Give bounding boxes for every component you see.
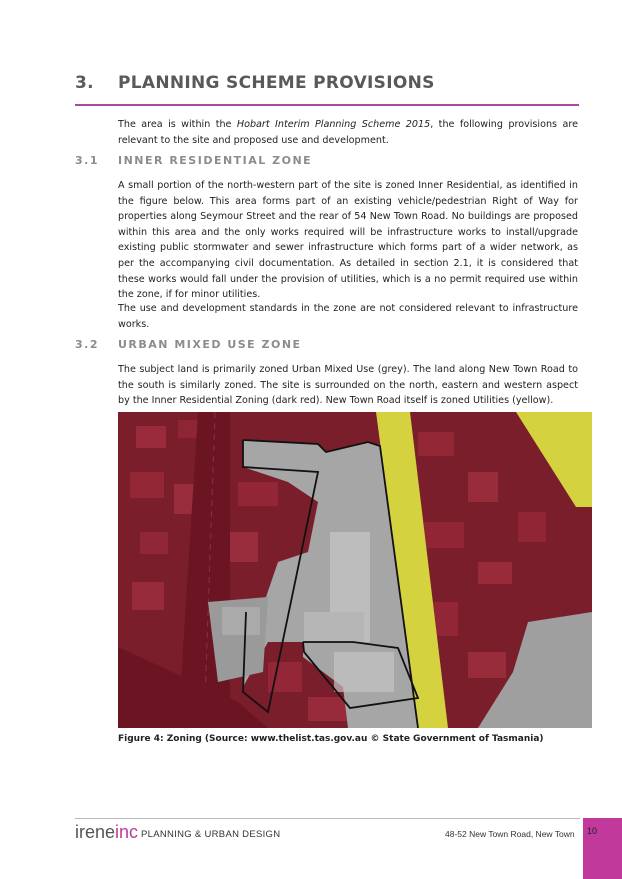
subsection-heading-3-2	[75, 338, 302, 351]
figure-caption: Figure 4: Zoning (Source: www.thelist.tas.gov.au © State Government of Tasmania)	[118, 734, 544, 744]
page-number: 10	[587, 826, 598, 836]
footer-rule	[75, 818, 580, 819]
paragraph: A small portion of the north-western part of the site is zoned Inner Residential, as identified in the figure below. This area forms part of an existing vehicle/pedestrian Right of Way for properties along Seymour Street and the rear of 54 New Town Road. No buildings are proposed within this area and the only works required will be infrastructure works to install/upgrade existing public stormwater and sewer infrastructure which forms part of a wider network, as per the accompanying civil documentation. As detailed in section 2.1, it is considered that these works would fall under the provision of utilities, which is a no permit required use within the zone, if for minor utilities.	[118, 180, 578, 301]
zoning-map	[118, 412, 592, 728]
heading-rule	[75, 104, 579, 106]
section-number: 3.	[75, 73, 94, 93]
paragraph: The subject land is primarily zoned Urban Mixed Use (grey). The land along New Town Road to the south is similarly zoned. The site is surrounded on the north, eastern and western aspect by the Inner Residential Zoning (dark red). New Town Road itself is zoned Utilities (yellow).	[118, 364, 578, 407]
subsection-heading-3-1	[75, 154, 312, 167]
subsection-title: INNER RESIDENTIAL ZONE	[118, 154, 313, 167]
paragraph: The use and development standards in the zone are not considered relevant to infrastructure works.	[118, 303, 578, 330]
subsection-number: 3.2	[75, 338, 99, 351]
section-title: PLANNING SCHEME PROVISIONS	[118, 73, 435, 93]
intro-text-start: The area is within the	[118, 119, 237, 130]
company-logo	[75, 822, 138, 843]
logo-accent-text: inc	[115, 822, 139, 842]
company-tagline: PLANNING & URBAN DESIGN	[141, 829, 281, 840]
subsection-number: 3.1	[75, 154, 99, 167]
intro-paragraph	[118, 117, 578, 148]
footer-address: 48-52 New Town Road, New Town	[445, 829, 575, 839]
subsection-title: URBAN MIXED USE ZONE	[118, 338, 302, 351]
intro-text-end: , the following provisions are relevant to the site and proposed use and development.	[118, 119, 578, 146]
planning-scheme-name: Hobart Interim Planning Scheme 2015	[236, 119, 431, 130]
section-heading	[75, 73, 435, 93]
zoning-map-graphic	[118, 412, 592, 728]
logo-text: irene	[75, 822, 116, 842]
